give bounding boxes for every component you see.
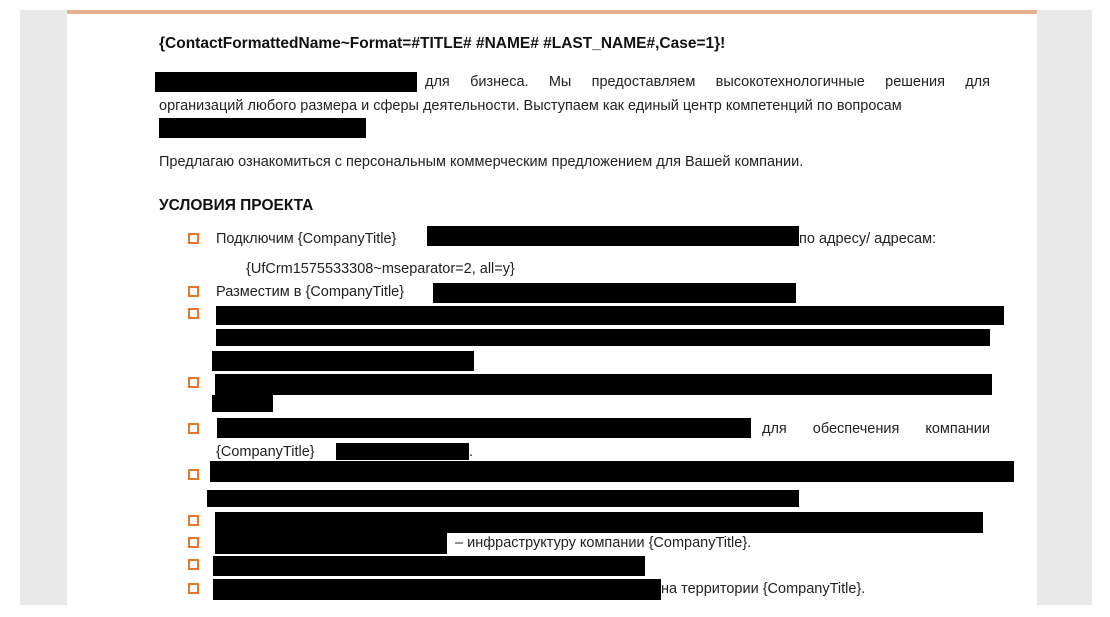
intro-line-2: организаций любого размера и сферы деятельности. Выступаем как единый центр компетенций по вопросам [159,98,902,114]
territory-text: на территории {CompanyTitle}. [661,581,866,597]
supply-company: {CompanyTitle} [216,444,315,460]
redacted-block [155,72,417,92]
connect-text: Подключим {CompanyTitle} [216,231,397,247]
supply-text: для обеспечения компании [762,421,990,437]
redacted-block [427,226,799,246]
redacted-block [215,533,447,554]
bullet-icon [188,377,199,388]
redacted-block [212,395,273,412]
bullet-icon [188,233,199,244]
redacted-block [213,579,661,600]
bullet-icon [188,559,199,570]
redacted-block [159,118,366,138]
redacted-block [207,490,799,507]
greeting-heading: {ContactFormattedName~Format=#TITLE# #NAME# #LAST_NAME#,Case=1}! [159,35,726,52]
place-text: Разместим в {CompanyTitle} [216,284,405,300]
redacted-block [216,306,1004,325]
intro-line-1: для бизнеса. Мы предоставляем высокотехнологичные решения для [425,74,990,90]
supply-end: . [469,444,474,460]
redacted-block [215,374,992,395]
bullet-icon [188,308,199,319]
redacted-block [215,512,983,533]
redacted-block [213,556,645,576]
redacted-block [217,418,751,438]
bullet-icon [188,423,199,434]
connect-suffix: по адресу/ адресам: [799,231,937,247]
document-page [67,10,1037,605]
bullet-icon [188,583,199,594]
redacted-block [336,443,469,460]
redacted-block [433,283,796,303]
redacted-block [210,461,1014,482]
bullet-icon [188,515,199,526]
redacted-block [212,351,474,371]
section-title: УСЛОВИЯ ПРОЕКТА [159,197,314,214]
infra-text: – инфраструктуру компании {CompanyTitle}. [455,535,752,551]
offer-text: Предлагаю ознакомиться с персональным коммерческим предложением для Вашей компании. [159,154,804,170]
bullet-icon [188,469,199,480]
bullet-icon [188,537,199,548]
bullet-icon [188,286,199,297]
redacted-block [216,329,990,346]
page-top-border [67,10,1037,14]
address-field: {UfCrm1575533308~mseparator=2, all=y} [246,261,515,277]
